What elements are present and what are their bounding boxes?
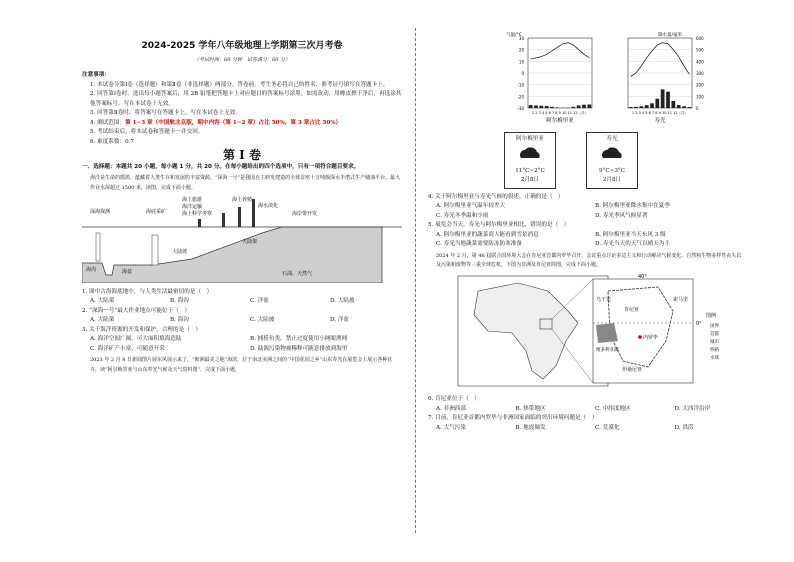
weather-card-almeria — [504, 132, 556, 189]
shouguang-precip-bar — [655, 99, 659, 108]
note-4-prefix: 4. 测试范围： — [90, 119, 126, 126]
exam-meta: （考试时间：60 分钟 试卷满分：60 分） — [194, 56, 290, 63]
map-label-victoria: 维多利亚湖 — [596, 347, 619, 353]
right2-options-1 — [428, 405, 746, 415]
right-question-2: 5. 展览会当天，寿光与阿尔梅里亚相比，错误的是（ ） — [428, 222, 570, 228]
lon-label: 40° — [638, 273, 647, 280]
shouguang-precip-bar — [671, 101, 675, 108]
ocean-floor-diagram — [82, 193, 402, 283]
almeria-precip-bar — [534, 105, 538, 108]
temp-tick: -30 — [517, 106, 524, 111]
right-options-2 — [428, 231, 746, 250]
axis-temp-label: 气温/°C — [506, 33, 522, 38]
weather-card-shouguang-name: 寿光 — [606, 135, 618, 142]
right-options-1 — [428, 202, 746, 221]
left-options-1 — [82, 297, 402, 307]
weather-cards — [504, 132, 746, 189]
answer-option[interactable]: C. 荒漠化 — [595, 424, 620, 431]
precip-tick: 600 — [696, 36, 704, 41]
lat-label: 0° — [696, 320, 702, 327]
label-transport: 海洋运输 — [182, 204, 203, 210]
note-6: 6. 难度系数：0.7 — [90, 138, 134, 145]
precip-tick: 200 — [696, 82, 704, 88]
legend-border: 国界 — [710, 323, 719, 329]
answer-option[interactable]: D. 洪涝 — [674, 424, 694, 431]
answer-option[interactable]: D. 寿光当天的天气以晴天为主 — [595, 241, 670, 247]
answer-option[interactable]: C. 大陆坡 — [250, 317, 275, 323]
answer-option[interactable]: D. 寿光季风气候显著 — [595, 212, 648, 219]
left-column — [82, 30, 402, 375]
cloud-sun-icon — [515, 144, 545, 162]
answer-option[interactable]: C. 寿光冬季温和少雨 — [436, 212, 489, 219]
climate-charts — [428, 30, 746, 125]
answer-option[interactable]: C. 洋盆 — [250, 298, 269, 304]
weather-card-shouguang-temp: 9°C~3°C — [599, 167, 625, 174]
answer-option[interactable]: C. 寿光当地蔬菜需要防冻防寒准备 — [436, 241, 522, 247]
map-label-uganda: 乌干达 — [596, 296, 612, 303]
almeria-title: 阿尔梅里亚 — [546, 118, 574, 124]
axis-precip-label: 降水量/毫米 — [658, 33, 683, 38]
almeria-precip-bar — [550, 107, 554, 108]
almeria-precip-bar — [582, 105, 586, 108]
almeria-precip-bar — [555, 107, 559, 108]
label-coastal: 海岸带开发 — [292, 211, 318, 217]
answer-option[interactable]: B. 阿尔梅里亚降水集中在夏季 — [595, 203, 670, 209]
legend-water: 水域 — [710, 355, 719, 361]
left-question-2: 2. “深海一号”最大作业地点可能位于（ ） — [82, 307, 190, 314]
label-desal: 海水淡化 — [258, 203, 279, 209]
mining-rig — [152, 235, 158, 265]
label-shelf: 大陆架 — [242, 239, 258, 245]
answer-option[interactable]: D. 大陆坡 — [330, 298, 355, 304]
label-slope: 大陆坡 — [172, 249, 188, 255]
shouguang-precip-bar — [687, 107, 691, 108]
answer-option[interactable]: A. 大气污染 — [436, 424, 466, 431]
shouguang-precip-bar — [666, 92, 670, 108]
right2-options-2 — [428, 424, 746, 434]
column-divider — [415, 28, 416, 533]
note-5: 5. 考试结束后，将本试卷和答题卡一并交回。 — [90, 129, 204, 135]
platform-post-3 — [238, 207, 241, 227]
shouguang-precip-bar — [645, 105, 649, 108]
answer-option[interactable]: A. 大陆架 — [90, 298, 115, 304]
answer-option[interactable]: B. 海沟 — [170, 298, 189, 304]
answer-option[interactable]: A. 阿尔梅里亚气温年较差大 — [436, 203, 506, 209]
label-science: 海上科学考察 — [182, 211, 213, 217]
shouguang-precip-bar — [650, 103, 654, 108]
answer-option[interactable]: C. 海洋矿产丰富，可随意开采 — [90, 345, 165, 352]
legend-railway: 铁路 — [710, 347, 719, 353]
weather-card-almeria-name: 阿尔梅里亚 — [516, 135, 544, 142]
note-2: 2. 回答第Ⅰ卷时，选出每小题答案后，用 2B 铅笔把答题卡上对应题目的答案标号涂黑。如需改动，用橡皮擦干净后，再选涂其他答案标号。写在本试卷上无效。 — [90, 91, 402, 107]
page-title: 2024-2025 学年八年级地理上学期第三次月考卷 — [141, 41, 343, 51]
intro-passage: 海洋是生命的摇篮，蕴藏着人类生存和发展的丰富资源。“深海一号”是我国自主研发建造的全球首座十万吨级深水半潜式生产储油平台，最大作业水深超过 1500 米。读图，完成下面小题。 — [90, 175, 401, 191]
almeria-precip-bar — [577, 105, 581, 108]
map-label-tanzania: 坦桑尼亚 — [622, 366, 643, 373]
almeria-precip-bar — [545, 106, 549, 108]
weather-card-almeria-date: 2月8日 — [520, 177, 540, 183]
temp-tick: 30 — [518, 36, 524, 41]
answer-option[interactable]: B. 阿尔梅里亚当天东风 3 级 — [595, 231, 666, 238]
answer-option[interactable]: A. 大陆架 — [90, 317, 115, 323]
almeria-precip-bar — [571, 107, 575, 108]
legend-capital: 首都 — [710, 331, 719, 337]
left-options-2 — [82, 316, 402, 326]
platform-post-4 — [252, 199, 255, 227]
answer-option[interactable]: A. 阿尔梅里亚的蔬菜商人能看到雪景消息 — [436, 231, 539, 238]
map-label-nairobi: 内罗毕 — [643, 334, 659, 341]
right-column — [428, 30, 746, 433]
temp-tick: 0 — [521, 71, 524, 76]
weather-card-shouguang — [586, 132, 638, 189]
shouguang-temp-line — [631, 43, 690, 77]
label-trench: 海沟 — [86, 267, 97, 273]
right2-question-2: 7. 目前，肯尼亚首都内罗毕与非洲国家面临的突出环境问题是（ ） — [428, 415, 598, 421]
answer-option[interactable]: A. 非洲西部 — [436, 405, 466, 412]
answer-option[interactable]: C. 中纬度地区 — [595, 405, 631, 412]
answer-option[interactable]: D. 大西洋沿岸 — [674, 405, 711, 412]
shouguang-title: 寿光 — [654, 118, 666, 124]
answer-option[interactable]: B. 捕捞鱼类，禁止过度使用小网眼渔网 — [250, 336, 348, 342]
label-probe: 深海探测 — [90, 209, 111, 215]
legend-title: 图例 — [706, 312, 717, 319]
almeria-precip-bar — [587, 105, 591, 109]
temp-tick: -20 — [517, 94, 524, 100]
temp-tick: 20 — [518, 47, 524, 53]
note-1: 1. 本试卷分第Ⅰ卷（选择题）和第Ⅱ卷（非选择题）两部分。答卷前，考生务必将自己的姓名、准考证号填写在答题卡上。 — [90, 81, 389, 88]
left-question-3: 3. 关于海洋资源的开发和保护，合理的是（ ） — [82, 326, 201, 333]
answer-option[interactable]: D. 陆源污染物被稀释可随意排放到海里 — [250, 345, 348, 352]
legend-city: 城市 — [710, 339, 719, 345]
climate-passage: 2023 年 2 月 8 日新闻图片展东风展示来了，“欧洲最美之地”海滨，位于南北美洲之间的“中国花园之乡”山东寿光在展览会上展示各种花卉，读“阿尔梅里亚与山东寿光气候及天气资料图”，完成下面小题。 — [90, 357, 393, 373]
note-4-scope: 第 1~3 章（中国航北京版，期中内容（第 1~2 章）占比 50%，第 3 章占比 50%） — [125, 119, 342, 126]
shouguang-precip-bar — [661, 89, 665, 108]
note-4 — [82, 119, 402, 129]
shouguang-precip-bar — [639, 106, 643, 108]
shouguang-precip-bar — [682, 106, 686, 108]
precip-tick: 100 — [696, 94, 704, 100]
weather-card-almeria-temp: 11°C~2°C — [515, 167, 545, 174]
probe-rod — [96, 233, 100, 261]
africa-kenya-map — [428, 271, 746, 391]
label-basin: 海盆 — [122, 269, 133, 275]
almeria-temp-line — [531, 43, 590, 59]
section-instruction: 一、选择题：本题共 20 小题，每小题 1 分，共 20 分。在每小题给出的四个选项中，只有一项符合题目要求。 — [82, 163, 360, 170]
precip-tick: 400 — [696, 59, 704, 65]
left-question-1: 1. 图中古海海底地中，与人类生活最密切的是（ ） — [82, 288, 213, 295]
answer-option[interactable]: D. 洋盆 — [330, 317, 350, 323]
map-label-kenya: 肯尼亚 — [624, 306, 640, 313]
label-fishing: 海上养殖 — [232, 197, 253, 203]
answer-option[interactable]: B. 地震频发 — [515, 424, 546, 431]
section-title: 第 Ⅰ 卷 — [223, 148, 261, 162]
platform-post-1 — [198, 219, 201, 227]
kenya-passage: 2024 年 2 月，第 46 届联合国环境大会在肯尼亚首都内罗毕召开，会议重点讨论多边主义和行动解决气候变化、自然和生物多样性丧失以及污染和废物等三重全球危机。下图为非洲及肯尼亚简图，完成下面小题。 — [436, 252, 742, 268]
platform-post-2 — [222, 213, 225, 227]
answer-option[interactable]: A. 海洋空间广阔，可大面积填海造陆 — [90, 336, 182, 342]
questions-right — [428, 193, 746, 250]
questions-left — [82, 288, 402, 355]
label-mining: 海底采矿 — [146, 209, 167, 215]
answer-option[interactable]: B. 热带地区 — [515, 405, 546, 412]
notes-heading: 注意事项： — [82, 72, 110, 78]
left-options-3 — [82, 335, 402, 354]
nairobi-marker — [638, 335, 642, 339]
map-label-somalia: 索马里 — [673, 296, 689, 303]
note-3: 3. 回答第Ⅱ卷时，将答案写在答题卡上。写在本试卷上无效。 — [90, 110, 241, 116]
precip-tick: 300 — [696, 71, 704, 76]
shouguang-precip-bar — [677, 105, 681, 108]
map-legend — [706, 312, 719, 361]
label-oil-gas: 石油、天然气 — [282, 271, 313, 277]
cloud-icon — [597, 144, 627, 162]
precip-tick: 500 — [696, 47, 704, 53]
answer-option[interactable]: B. 海沟 — [170, 317, 189, 323]
shouguang-precip-bar — [629, 107, 633, 108]
label-shipping: 海上旅游 — [182, 197, 203, 203]
weather-card-shouguang-date: 2月8日 — [602, 177, 622, 183]
right-question-1: 4. 关于阿尔梅里亚与寿光气候的叙述，正确的是（ ） — [428, 193, 564, 200]
shouguang-precip-bar — [634, 107, 638, 108]
precip-tick: 0 — [696, 106, 699, 111]
almeria-precip-bar — [529, 105, 533, 108]
right2-question-1: 6. 肯尼亚位于（ ） — [428, 396, 480, 402]
months-axis-right: 1 2 3 4 5 6 7 8 9 10 11 12（月） — [631, 111, 689, 115]
temp-tick: 10 — [518, 59, 524, 65]
almeria-precip-bar — [539, 106, 543, 108]
temp-tick: -10 — [517, 82, 524, 88]
questions-right-2 — [428, 395, 746, 433]
months-axis-left: 1 2 3 4 5 6 7 8 9 10 11 12（月） — [531, 111, 589, 115]
